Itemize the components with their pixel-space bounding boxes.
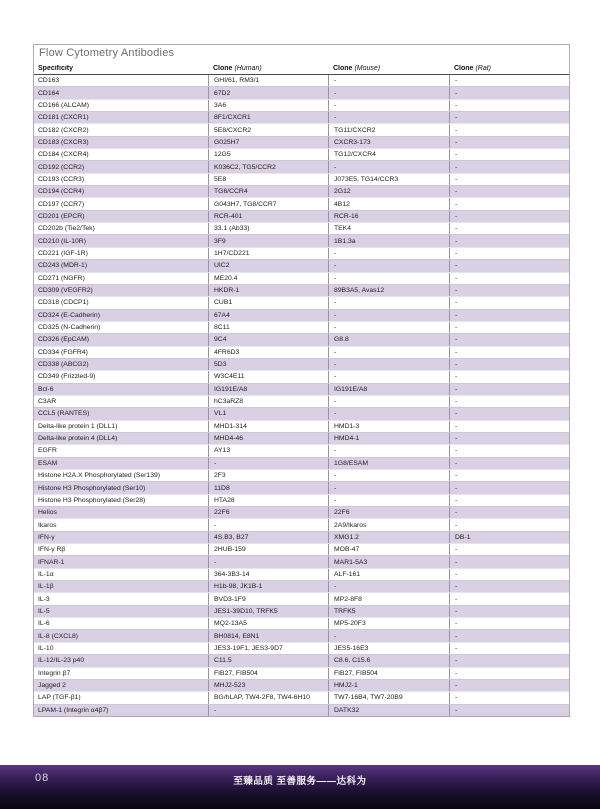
specificity-cell: CD318 (CDCP1)	[38, 299, 89, 307]
clone-mouse-cell: CXCR3-173	[328, 137, 449, 148]
clone-rat-cell: -	[449, 359, 569, 370]
clone-human-cell: 11D8	[208, 482, 328, 493]
clone-mouse-cell: -	[328, 87, 449, 98]
clone-mouse-cell: 89B3A5, Avas12	[328, 285, 449, 296]
clone-human-cell: VL1	[208, 408, 328, 419]
clone-mouse-cell: 2A9/Ikaros	[328, 519, 449, 530]
specificity-cell: CD334 (FGFR4)	[38, 348, 88, 356]
clone-rat-cell: -	[449, 75, 569, 86]
clone-rat-cell: -	[449, 458, 569, 469]
table-row	[34, 507, 569, 519]
clone-rat-cell: -	[449, 100, 569, 111]
specificity-cell: LPAM-1 (Integrin α4β7)	[38, 706, 109, 714]
table-row	[34, 680, 569, 692]
clone-rat-cell: -	[449, 235, 569, 246]
clone-mouse-cell: -	[328, 273, 449, 284]
clone-rat-cell: -	[449, 507, 569, 518]
clone-rat-cell: -	[449, 149, 569, 160]
clone-human-cell: FIB27, FIB504	[208, 668, 328, 679]
clone-human-cell: 5D3	[208, 359, 328, 370]
clone-rat-cell: -	[449, 371, 569, 382]
clone-mouse-cell: TEK4	[328, 223, 449, 234]
clone-human-cell: 1H7/CD221	[208, 248, 328, 259]
clone-human-cell: TG6/CCR4	[208, 186, 328, 197]
clone-rat-cell: -	[449, 87, 569, 98]
clone-mouse-cell: -	[328, 297, 449, 308]
table-row	[34, 211, 569, 223]
clone-mouse-cell: TG12/CXCR4	[328, 149, 449, 160]
specificity-cell: IL-3	[38, 595, 50, 603]
clone-rat-cell: -	[449, 310, 569, 321]
clone-human-cell: MHD4-46	[208, 433, 328, 444]
clone-rat-cell: -	[449, 384, 569, 395]
specificity-cell: IL-1α	[38, 570, 54, 578]
clone-rat-cell: -	[449, 297, 569, 308]
clone-rat-cell: -	[449, 174, 569, 185]
column-header-specificity	[34, 65, 208, 72]
table-row	[34, 260, 569, 272]
clone-human-cell: 5E8/CXCR2	[208, 124, 328, 135]
clone-mouse-cell: HMJ2-1	[328, 680, 449, 691]
specificity-cell: IFN-γ Rβ	[38, 546, 66, 554]
specificity-cell: CD271 (NGFR)	[38, 274, 85, 282]
clone-mouse-cell: 1G8/ESAM	[328, 458, 449, 469]
clone-mouse-cell: TW7-16B4, TW7-20B9	[328, 692, 449, 703]
table-row	[34, 692, 569, 704]
clone-mouse-cell: MP5-20F3	[328, 618, 449, 629]
clone-mouse-cell: -	[328, 359, 449, 370]
clone-mouse-cell: -	[328, 310, 449, 321]
clone-rat-cell: -	[449, 211, 569, 222]
clone-rat-cell: -	[449, 569, 569, 580]
clone-rat-cell: -	[449, 445, 569, 456]
antibody-table-body	[34, 75, 569, 716]
specificity-cell: CD243 (MDR-1)	[38, 262, 88, 270]
specificity-cell: Bcl-6	[38, 385, 54, 393]
specificity-cell: CD326 (EpCAM)	[38, 336, 89, 344]
table-title: Flow Cytometry Antibodies	[39, 47, 175, 59]
table-row	[34, 581, 569, 593]
clone-human-cell: JES1-39D10, TRFK5	[208, 606, 328, 617]
table-row	[34, 705, 569, 716]
clone-mouse-cell: J073E5, TG14/CCR3	[328, 174, 449, 185]
clone-rat-cell: -	[449, 112, 569, 123]
table-row	[34, 137, 569, 149]
clone-mouse-cell: -	[328, 470, 449, 481]
clone-rat-cell: -	[449, 322, 569, 333]
table-row	[34, 347, 569, 359]
table-header-row	[34, 62, 569, 75]
clone-human-cell: H1b-98, JK1B-1	[208, 581, 328, 592]
table-row	[34, 198, 569, 210]
clone-human-cell: BVD3-1F9	[208, 593, 328, 604]
clone-rat-cell: -	[449, 544, 569, 555]
clone-human-cell: C11.5	[208, 655, 328, 666]
table-row	[34, 433, 569, 445]
clone-rat-cell: -	[449, 223, 569, 234]
table-row	[34, 593, 569, 605]
clone-rat-cell: -	[449, 692, 569, 703]
clone-human-cell: 67D2	[208, 87, 328, 98]
clone-human-cell: G043H7, TG8/CCR7	[208, 198, 328, 209]
clone-human-cell: 9C4	[208, 334, 328, 345]
table-row	[34, 174, 569, 186]
clone-human-cell: hC3aRZ8	[208, 396, 328, 407]
clone-mouse-cell: HMD1-3	[328, 421, 449, 432]
clone-human-cell: 364-3B3-14	[208, 569, 328, 580]
clone-mouse-cell: -	[328, 322, 449, 333]
specificity-cell: CD197 (CCR7)	[38, 200, 85, 208]
specificity-cell: Ikaros	[38, 521, 57, 529]
clone-human-cell: ME20.4	[208, 273, 328, 284]
clone-rat-cell: -	[449, 124, 569, 135]
table-row	[34, 310, 569, 322]
clone-mouse-cell: 1B1.3a	[328, 235, 449, 246]
page-footer	[0, 765, 600, 809]
clone-rat-cell: -	[449, 581, 569, 592]
table-row	[34, 359, 569, 371]
specificity-cell: Integrin β7	[38, 669, 71, 677]
clone-human-cell: 22F6	[208, 507, 328, 518]
clone-rat-cell: -	[449, 408, 569, 419]
table-row	[34, 112, 569, 124]
clone-mouse-cell: DATK32	[328, 705, 449, 716]
specificity-cell: IL-8 (CXCL8)	[38, 632, 79, 640]
table-row	[34, 149, 569, 161]
table-row	[34, 248, 569, 260]
clone-mouse-cell: HMD4-1	[328, 433, 449, 444]
clone-human-cell: HTA28	[208, 495, 328, 506]
table-row	[34, 223, 569, 235]
specificity-cell: Delta-like protein 1 (DLL1)	[38, 422, 118, 430]
clone-mouse-cell: -	[328, 161, 449, 172]
table-row	[34, 618, 569, 630]
clone-mouse-cell: -	[328, 482, 449, 493]
specificity-cell: CD221 (IGF-1R)	[38, 249, 88, 257]
clone-rat-cell: -	[449, 705, 569, 716]
clone-mouse-cell: -	[328, 396, 449, 407]
column-header-clone-human	[208, 65, 328, 72]
column-header-qualifier: (Rat)	[475, 64, 492, 72]
clone-human-cell: 5E8	[208, 174, 328, 185]
clone-rat-cell: -	[449, 618, 569, 629]
clone-human-cell: BG/hLAP, TW4-2F8, TW4-6H10	[208, 692, 328, 703]
table-row	[34, 396, 569, 408]
table-row	[34, 87, 569, 99]
column-header-qualifier: (Mouse)	[354, 64, 381, 72]
specificity-cell: Histone H2A.X Phosphorylated (Ser139)	[38, 472, 161, 480]
clone-mouse-cell: TG11/CXCR2	[328, 124, 449, 135]
clone-rat-cell: -	[449, 198, 569, 209]
specificity-cell: C3AR	[38, 398, 57, 406]
clone-rat-cell: -	[449, 482, 569, 493]
table-row	[34, 371, 569, 383]
clone-mouse-cell: -	[328, 408, 449, 419]
table-row	[34, 630, 569, 642]
clone-mouse-cell: XMG1.2	[328, 532, 449, 543]
clone-rat-cell: -	[449, 285, 569, 296]
table-row	[34, 668, 569, 680]
table-row	[34, 285, 569, 297]
clone-rat-cell: -	[449, 495, 569, 506]
clone-mouse-cell: -	[328, 371, 449, 382]
table-row	[34, 124, 569, 136]
clone-human-cell: BH0814, E8N1	[208, 630, 328, 641]
clone-mouse-cell: G8.8	[328, 334, 449, 345]
specificity-cell: Histone H3 Phosphorylated (Ser10)	[38, 484, 146, 492]
table-row	[34, 655, 569, 667]
specificity-cell: IL-5	[38, 607, 50, 615]
table-row	[34, 470, 569, 482]
specificity-cell: LAP (TGF-β1)	[38, 694, 81, 702]
clone-mouse-cell: C8.6, C15.6	[328, 655, 449, 666]
clone-mouse-cell: -	[328, 112, 449, 123]
clone-human-cell: GHI/61, RM3/1	[208, 75, 328, 86]
column-header-clone-rat	[449, 65, 569, 72]
clone-rat-cell: -	[449, 593, 569, 604]
page-number: 08	[35, 772, 50, 784]
specificity-cell: CCL5 (RANTES)	[38, 410, 90, 418]
clone-human-cell: HKDR-1	[208, 285, 328, 296]
clone-rat-cell: -	[449, 186, 569, 197]
table-row	[34, 100, 569, 112]
clone-mouse-cell: -	[328, 100, 449, 111]
clone-human-cell: JES3-19F1, JES3-9D7	[208, 643, 328, 654]
clone-rat-cell: -	[449, 655, 569, 666]
specificity-cell: Jagged 2	[38, 682, 66, 690]
clone-mouse-cell: -	[328, 75, 449, 86]
specificity-cell: CD349 (Frizzled-9)	[38, 373, 96, 381]
clone-human-cell: 67A4	[208, 310, 328, 321]
clone-human-cell: 4FR6D3	[208, 347, 328, 358]
specificity-cell: CD325 (N-Cadherin)	[38, 324, 101, 332]
clone-human-cell: MHD1-314	[208, 421, 328, 432]
clone-human-cell: AY13	[208, 445, 328, 456]
clone-human-cell: W3C4E11	[208, 371, 328, 382]
table-row	[34, 421, 569, 433]
clone-rat-cell: -	[449, 248, 569, 259]
column-header-label: Clone	[213, 64, 233, 72]
clone-rat-cell: -	[449, 668, 569, 679]
table-row	[34, 297, 569, 309]
clone-rat-cell: -	[449, 396, 569, 407]
clone-human-cell: -	[208, 458, 328, 469]
specificity-cell: EGFR	[38, 447, 57, 455]
specificity-cell: CD184 (CXCR4)	[38, 151, 89, 159]
specificity-cell: CD164	[38, 89, 60, 97]
clone-rat-cell: -	[449, 519, 569, 530]
clone-mouse-cell: TRFK5	[328, 606, 449, 617]
table-row	[34, 384, 569, 396]
column-header-qualifier: (Human)	[234, 64, 262, 72]
clone-human-cell: 8C11	[208, 322, 328, 333]
table-row	[34, 519, 569, 531]
table-row	[34, 408, 569, 420]
table-row	[34, 445, 569, 457]
table-row	[34, 544, 569, 556]
clone-human-cell: 3F9	[208, 235, 328, 246]
clone-human-cell: G025H7	[208, 137, 328, 148]
specificity-cell: CD324 (E-Cadherin)	[38, 311, 100, 319]
specificity-cell: IL-10	[38, 644, 54, 652]
clone-mouse-cell: -	[328, 248, 449, 259]
clone-rat-cell: -	[449, 334, 569, 345]
clone-rat-cell: -	[449, 643, 569, 654]
clone-rat-cell: -	[449, 347, 569, 358]
clone-human-cell: RCR-401	[208, 211, 328, 222]
specificity-cell: CD163	[38, 77, 60, 85]
clone-rat-cell: -	[449, 470, 569, 481]
clone-mouse-cell: -	[328, 445, 449, 456]
clone-human-cell: -	[208, 705, 328, 716]
table-row	[34, 482, 569, 494]
specificity-cell: Delta-like protein 4 (DLL4)	[38, 435, 118, 443]
clone-human-cell: 4S.B3, B27	[208, 532, 328, 543]
specificity-cell: CD182 (CXCR2)	[38, 126, 89, 134]
clone-mouse-cell: ALF-161	[328, 569, 449, 580]
table-row	[34, 606, 569, 618]
specificity-cell: CD202b (Tie2/Tek)	[38, 225, 95, 233]
clone-rat-cell: -	[449, 630, 569, 641]
column-header-clone-mouse	[328, 65, 449, 72]
specificity-cell: CD309 (VEGFR2)	[38, 287, 93, 295]
clone-mouse-cell: -	[328, 581, 449, 592]
clone-human-cell: 2HUB-159	[208, 544, 328, 555]
specificity-cell: CD210 (IL-10R)	[38, 237, 86, 245]
clone-rat-cell: -	[449, 680, 569, 691]
clone-human-cell: 12G5	[208, 149, 328, 160]
clone-human-cell: 8F1/CXCR1	[208, 112, 328, 123]
clone-rat-cell: -	[449, 421, 569, 432]
clone-rat-cell: -	[449, 161, 569, 172]
specificity-cell: CD193 (CCR3)	[38, 175, 85, 183]
clone-mouse-cell: -	[328, 630, 449, 641]
clone-human-cell: K036C2, TG5/CCR2	[208, 161, 328, 172]
footer-slogan: 至臻品质 至善服务——达科为	[233, 776, 367, 787]
column-header-label: Clone	[454, 64, 474, 72]
table-row	[34, 235, 569, 247]
clone-mouse-cell: RCR-16	[328, 211, 449, 222]
specificity-cell: CD192 (CCR2)	[38, 163, 85, 171]
clone-rat-cell: -	[449, 260, 569, 271]
clone-human-cell: MQ2-13A5	[208, 618, 328, 629]
column-header-label: Clone	[333, 64, 353, 72]
table-row	[34, 161, 569, 173]
clone-human-cell: MHJ2-523	[208, 680, 328, 691]
column-header-label: Specificity	[38, 64, 74, 72]
clone-mouse-cell: -	[328, 347, 449, 358]
table-row	[34, 569, 569, 581]
specificity-cell: CD181 (CXCR1)	[38, 114, 89, 122]
clone-human-cell: CUB1	[208, 297, 328, 308]
specificity-cell: IL-6	[38, 620, 50, 628]
clone-mouse-cell: JES5-16E3	[328, 643, 449, 654]
clone-mouse-cell: 4B12	[328, 198, 449, 209]
table-row	[34, 322, 569, 334]
clone-rat-cell: -	[449, 433, 569, 444]
table-row	[34, 458, 569, 470]
clone-human-cell: 3A6	[208, 100, 328, 111]
clone-mouse-cell: 2G12	[328, 186, 449, 197]
table-row	[34, 75, 569, 87]
clone-rat-cell: -	[449, 556, 569, 567]
clone-mouse-cell: MP2-8F8	[328, 593, 449, 604]
table-row	[34, 334, 569, 346]
specificity-cell: IFN-γ	[38, 533, 55, 541]
table-row	[34, 532, 569, 544]
specificity-cell: Histone H3 Phosphorylated (Ser28)	[38, 496, 146, 504]
clone-human-cell: 33.1 (Ab33)	[208, 223, 328, 234]
specificity-cell: ESAM	[38, 459, 58, 467]
specificity-cell: CD338 (ABCG2)	[38, 361, 89, 369]
clone-rat-cell: -	[449, 273, 569, 284]
specificity-cell: CD166 (ALCAM)	[38, 101, 89, 109]
clone-rat-cell: DB-1	[449, 532, 569, 543]
specificity-cell: IFNAR-1	[38, 558, 65, 566]
clone-human-cell: UIC2	[208, 260, 328, 271]
table-row	[34, 495, 569, 507]
clone-mouse-cell: 22F6	[328, 507, 449, 518]
clone-human-cell: -	[208, 519, 328, 530]
table-row	[34, 186, 569, 198]
clone-mouse-cell: IG191E/A8	[328, 384, 449, 395]
table-row	[34, 643, 569, 655]
specificity-cell: IL-1β	[38, 583, 54, 591]
clone-rat-cell: -	[449, 606, 569, 617]
specificity-cell: CD201 (EPCR)	[38, 212, 85, 220]
clone-human-cell: IG191E/A8	[208, 384, 328, 395]
specificity-cell: CD194 (CCR4)	[38, 188, 85, 196]
specificity-cell: CD183 (CXCR3)	[38, 138, 89, 146]
specificity-cell: Helios	[38, 509, 57, 517]
specificity-cell: IL-12/IL-23 p40	[38, 657, 85, 665]
clone-human-cell: 2F3	[208, 470, 328, 481]
clone-mouse-cell: MOB-47	[328, 544, 449, 555]
clone-mouse-cell: FIB27, FIB504	[328, 668, 449, 679]
clone-mouse-cell: MAR1-5A3	[328, 556, 449, 567]
table-row	[34, 556, 569, 568]
table-row	[34, 273, 569, 285]
clone-rat-cell: -	[449, 137, 569, 148]
flow-cytometry-table	[33, 44, 570, 717]
clone-human-cell: -	[208, 556, 328, 567]
clone-mouse-cell: -	[328, 260, 449, 271]
clone-mouse-cell: -	[328, 495, 449, 506]
